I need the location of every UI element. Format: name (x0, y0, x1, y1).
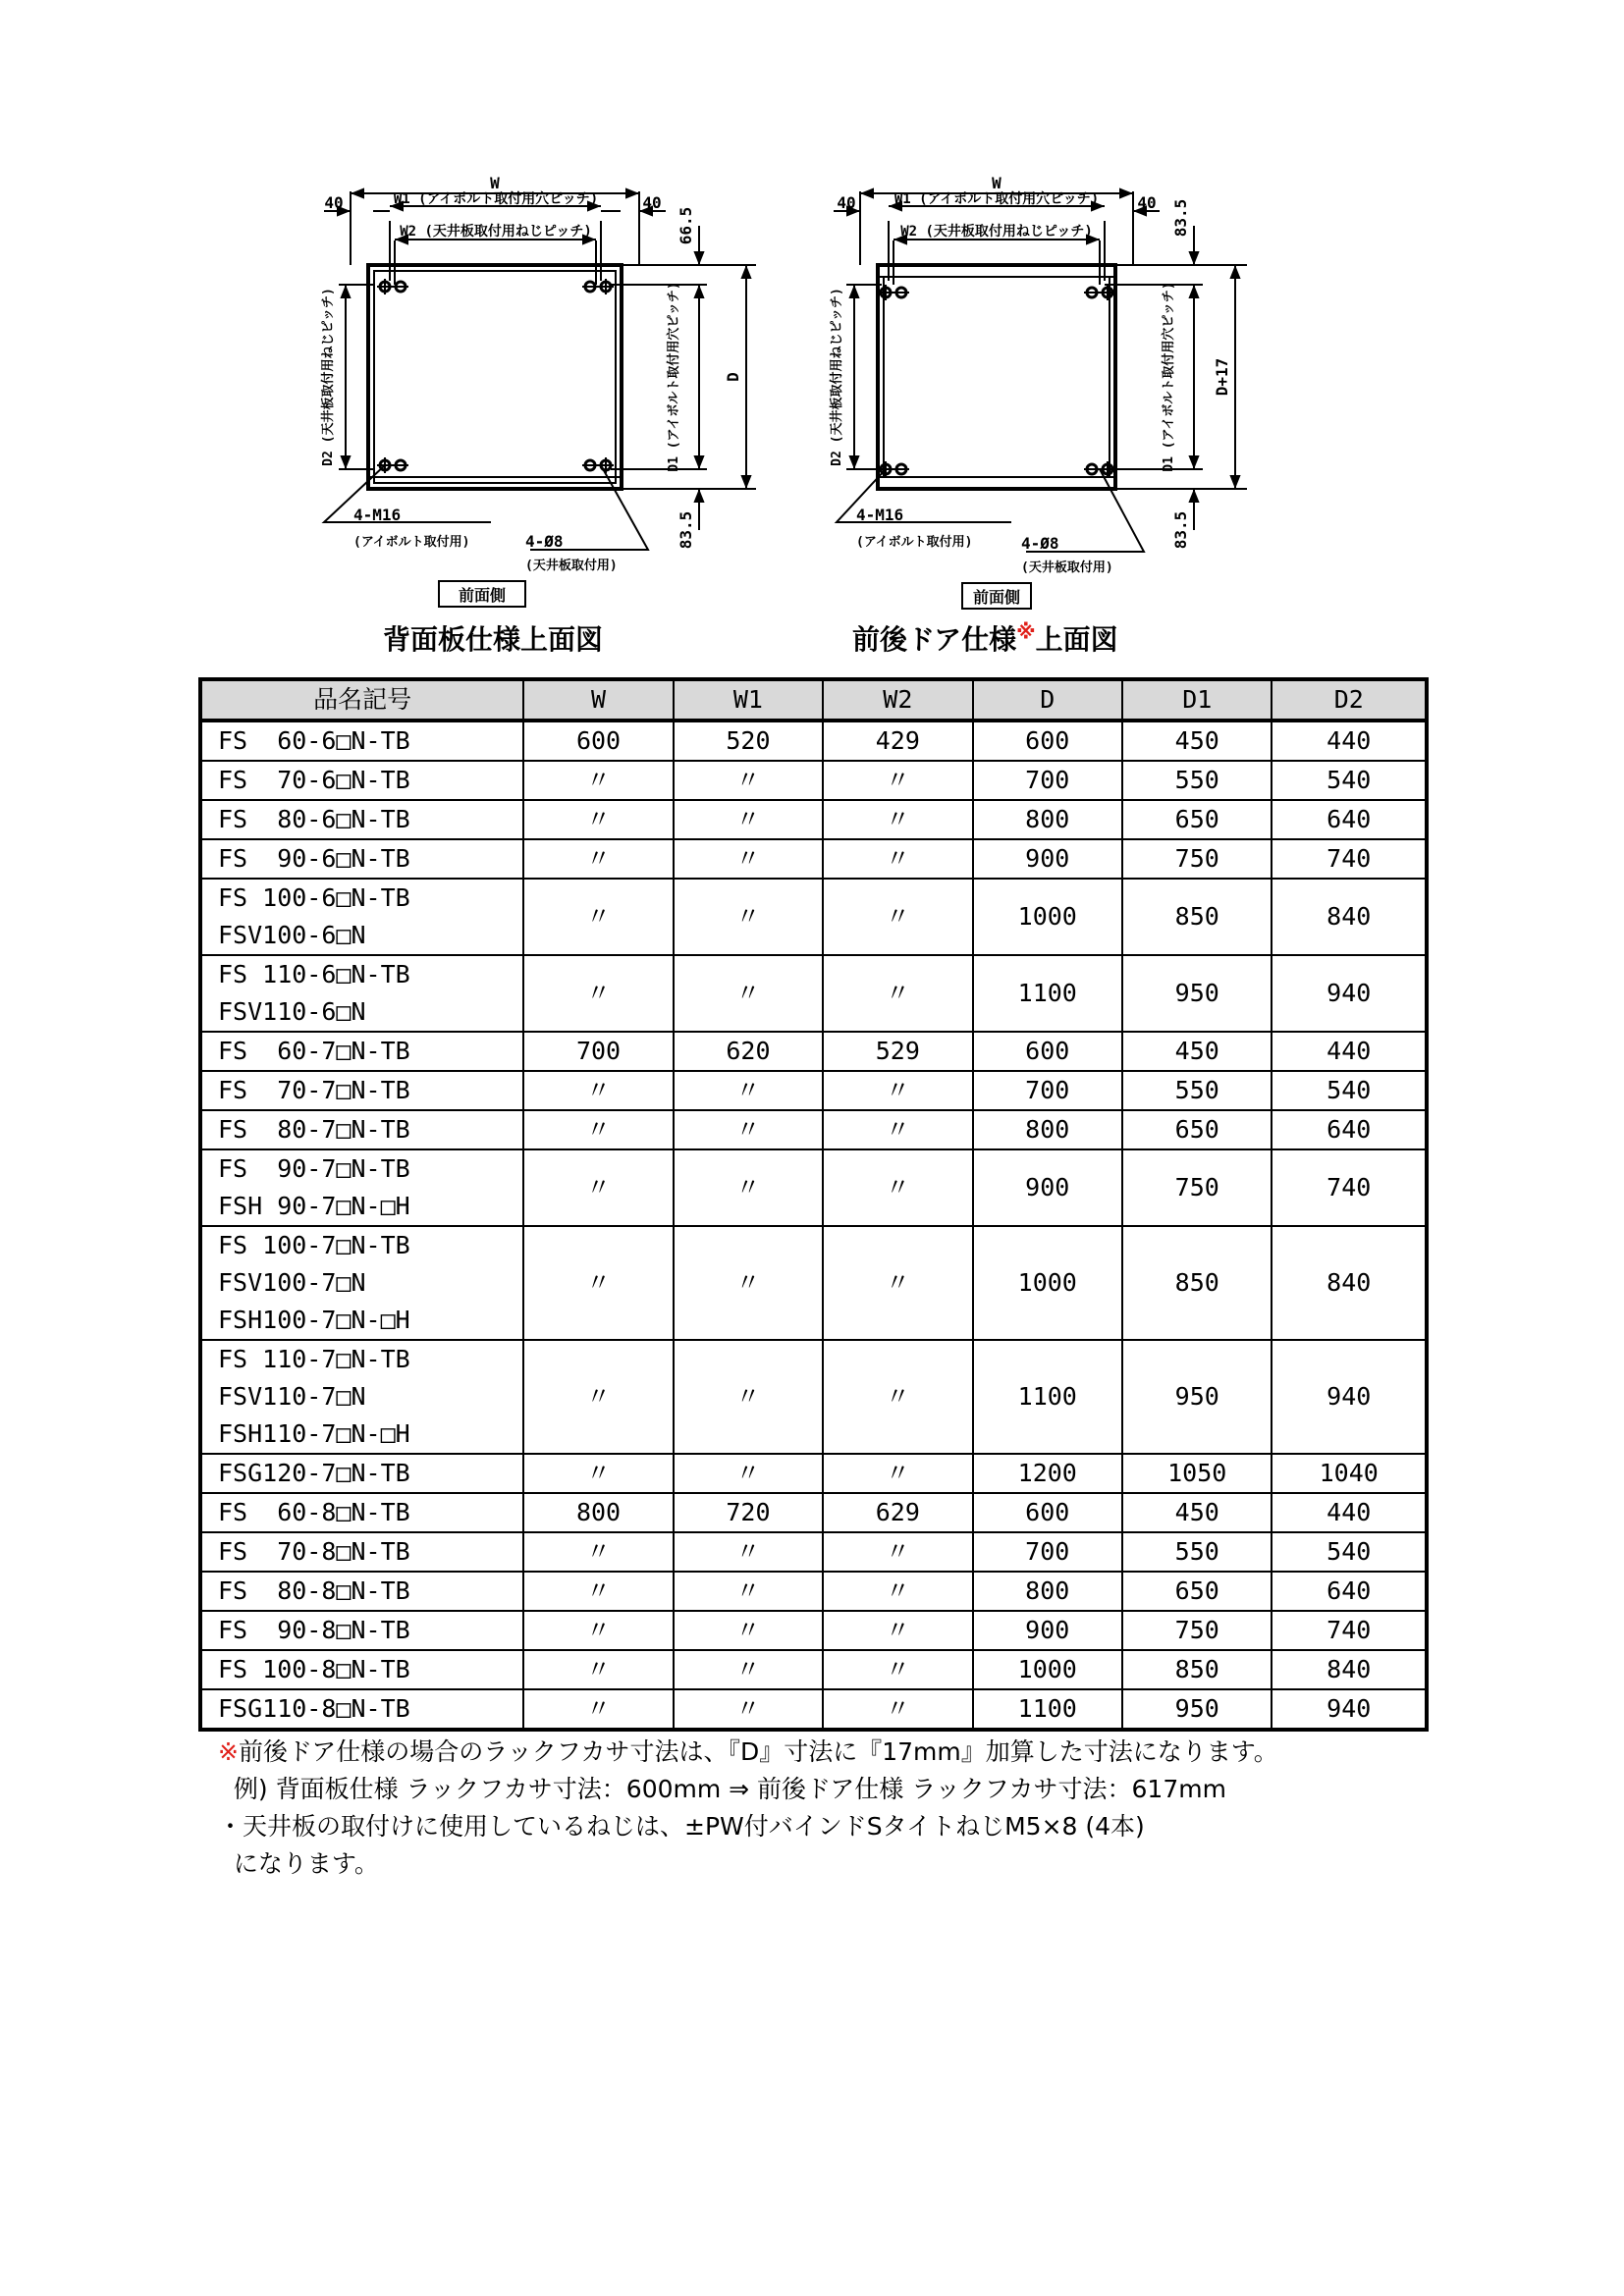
table-cell: 540 (1272, 1071, 1427, 1110)
table-cell: 〃 (823, 1226, 972, 1340)
model-name: FS 90-7□N-TB (218, 1154, 410, 1183)
table-cell: 〃 (674, 1689, 823, 1730)
model-name: FSH110-7□N-□H (218, 1419, 410, 1448)
dim-40-left: 40 (324, 193, 344, 212)
model-name: FSH100-7□N-□H (218, 1306, 410, 1334)
table-cell: 600 (973, 1032, 1122, 1071)
table-cell: 429 (823, 721, 972, 761)
model-name-cell (200, 1071, 523, 1110)
model-name-cell (200, 1689, 523, 1730)
table-cell: 640 (1272, 1110, 1427, 1149)
model-name-cell (200, 879, 523, 955)
model-name: FS 110-6□N-TB (218, 960, 410, 988)
table-cell: 〃 (674, 839, 823, 879)
column-header: W2 (823, 679, 972, 721)
m16-note: (アイボルト取付用) (856, 535, 973, 550)
column-header: 品名記号 (200, 679, 523, 721)
table-cell: 650 (1122, 1110, 1272, 1149)
note-line-4: になります。 (218, 1849, 379, 1878)
table-cell: 700 (523, 1032, 673, 1071)
table-cell: 〃 (823, 1149, 972, 1226)
table-row (200, 955, 1427, 1032)
model-name-cell (200, 761, 523, 800)
m16-label: 4-M16 (856, 506, 904, 524)
caption-main: 前後ドア仕様 (852, 623, 1017, 656)
model-name-cell (200, 1572, 523, 1611)
model-name-cell (200, 1226, 523, 1340)
table-row (200, 1689, 1427, 1730)
table-cell: 〃 (674, 1071, 823, 1110)
dim-d2: D2 (天井板取付用ねじピッチ) (830, 288, 844, 466)
table-row (200, 1149, 1427, 1226)
table-row (200, 839, 1427, 879)
model-name: FS 100-8□N-TB (218, 1655, 410, 1683)
table-cell: 940 (1272, 955, 1427, 1032)
front-rear-door-caption (852, 618, 1118, 658)
dim-w2: W2 (天井板取付用ねじピッチ) (900, 224, 1093, 240)
dim-w: W (992, 174, 1001, 192)
dim-top-offset: 66.5 (677, 206, 695, 245)
table-cell: 〃 (674, 1110, 823, 1149)
column-header: W1 (674, 679, 823, 721)
dim-40-right: 40 (1137, 193, 1157, 212)
table-cell: 1100 (973, 1689, 1122, 1730)
table-cell: 840 (1272, 1226, 1427, 1340)
dim-40-right: 40 (642, 193, 662, 212)
table-row (200, 1611, 1427, 1650)
dim-bottom-offset: 83.5 (1171, 510, 1190, 550)
table-cell: 940 (1272, 1340, 1427, 1454)
model-name-cell (200, 1532, 523, 1572)
table-row (200, 1032, 1427, 1071)
caption-mark: ※ (1016, 619, 1036, 644)
table-cell: 740 (1272, 1611, 1427, 1650)
spec-table (198, 677, 1429, 1732)
model-name: FS 80-6□N-TB (218, 805, 410, 833)
front-side-label: 前面側 (458, 586, 507, 605)
cabinet-inner (884, 277, 1110, 477)
dim-w1: W1 (アイボルト取付用穴ピッチ) (893, 191, 1100, 207)
top-view-drawings (0, 0, 1624, 648)
table-cell: 〃 (523, 1149, 673, 1226)
table-row (200, 879, 1427, 955)
table-cell: 〃 (823, 1532, 972, 1572)
table-cell: 〃 (523, 1110, 673, 1149)
table-cell: 〃 (823, 1572, 972, 1611)
table-cell: 〃 (823, 1689, 972, 1730)
dim-d-plus-17: D+17 (1213, 357, 1231, 397)
model-name-cell (200, 839, 523, 879)
table-cell: 〃 (674, 800, 823, 839)
table-cell: 900 (973, 1149, 1122, 1226)
column-header: D1 (1122, 679, 1272, 721)
table-cell: 840 (1272, 1650, 1427, 1689)
table-cell: 440 (1272, 721, 1427, 761)
model-name: FS 70-6□N-TB (218, 766, 410, 794)
dim-w1: W1 (アイボルト取付用穴ピッチ) (393, 191, 599, 207)
table-cell: 〃 (823, 1650, 972, 1689)
table-cell: 640 (1272, 800, 1427, 839)
model-name-cell (200, 1110, 523, 1149)
table-cell: 1200 (973, 1454, 1122, 1493)
model-name: FS 60-8□N-TB (218, 1498, 410, 1526)
table-cell: 750 (1122, 1611, 1272, 1650)
model-name-cell (200, 955, 523, 1032)
model-name: FSV100-7□N (218, 1268, 366, 1297)
table-row (200, 721, 1427, 761)
cabinet-inner (374, 271, 616, 483)
table-header-row (200, 679, 1427, 721)
table-cell: 600 (973, 1493, 1122, 1532)
table-cell: 1000 (973, 1650, 1122, 1689)
table-cell: 〃 (823, 955, 972, 1032)
table-cell: 〃 (674, 1340, 823, 1454)
table-row (200, 1650, 1427, 1689)
dim-w: W (490, 174, 500, 192)
dim-d1: D1 (アイボルト取付用穴ピッチ) (667, 282, 681, 472)
model-name: FS 110-7□N-TB (218, 1345, 410, 1373)
column-header: D (973, 679, 1122, 721)
rear-panel-diagram-labels (320, 174, 742, 605)
table-cell: 840 (1272, 879, 1427, 955)
table-cell: 700 (973, 1532, 1122, 1572)
table-cell: 850 (1122, 1650, 1272, 1689)
model-name: FSV100-6□N (218, 921, 366, 949)
note-mark: ※ (218, 1737, 239, 1766)
table-cell: 〃 (823, 1071, 972, 1110)
table-cell: 740 (1272, 839, 1427, 879)
table-cell: 〃 (823, 879, 972, 955)
model-name-cell (200, 1032, 523, 1071)
table-cell: 〃 (674, 1572, 823, 1611)
table-cell: 950 (1122, 1689, 1272, 1730)
model-name: FS 90-6□N-TB (218, 844, 410, 873)
model-name-cell (200, 1493, 523, 1532)
table-cell: 〃 (823, 839, 972, 879)
model-name-cell (200, 1454, 523, 1493)
table-cell: 〃 (523, 800, 673, 839)
dim-d1: D1 (アイボルト取付用穴ピッチ) (1162, 282, 1176, 472)
table-cell: 〃 (523, 1226, 673, 1340)
model-name: FS 70-7□N-TB (218, 1076, 410, 1104)
table-cell: 〃 (523, 839, 673, 879)
table-cell: 〃 (823, 1110, 972, 1149)
cabinet-outline (878, 265, 1115, 489)
note-line-3: ・天井板の取付けに使用しているねじは、±PW付バインドSタイトねじM5×8 (4本) (218, 1812, 1145, 1841)
table-cell: 700 (973, 761, 1122, 800)
model-name: FSH 90-7□N-□H (218, 1192, 410, 1220)
caption-tail: 上面図 (1035, 623, 1118, 656)
note-line-2: 例) 背面板仕様 ラックフカサ寸法：600mm ⇒ 前後ドア仕様 ラックフカサ寸法：617mm (218, 1775, 1226, 1803)
table-row (200, 800, 1427, 839)
table-cell: 520 (674, 721, 823, 761)
table-cell: 450 (1122, 1493, 1272, 1532)
table-cell: 〃 (674, 1532, 823, 1572)
dim-w2: W2 (天井板取付用ねじピッチ) (400, 224, 592, 240)
table-row (200, 1493, 1427, 1532)
table-cell: 850 (1122, 1226, 1272, 1340)
table-cell: 1040 (1272, 1454, 1427, 1493)
model-name: FS 80-7□N-TB (218, 1115, 410, 1144)
table-cell: 900 (973, 839, 1122, 879)
table-row (200, 1226, 1427, 1340)
model-name: FS 80-8□N-TB (218, 1576, 410, 1605)
table-cell: 550 (1122, 1532, 1272, 1572)
table-cell: 〃 (523, 1454, 673, 1493)
table-cell: 700 (973, 1071, 1122, 1110)
table-cell: 〃 (523, 955, 673, 1032)
model-name-cell (200, 800, 523, 839)
table-row (200, 1454, 1427, 1493)
table-cell: 〃 (674, 1149, 823, 1226)
table-cell: 〃 (823, 761, 972, 800)
table-cell: 540 (1272, 761, 1427, 800)
table-cell: 740 (1272, 1149, 1427, 1226)
table-cell: 550 (1122, 761, 1272, 800)
table-cell: 〃 (523, 1689, 673, 1730)
front-side-label: 前面側 (972, 588, 1021, 607)
dim-40-left: 40 (837, 193, 856, 212)
table-cell: 〃 (674, 1454, 823, 1493)
table-cell: 620 (674, 1032, 823, 1071)
phi8-note: (天井板取付用) (1021, 561, 1113, 575)
table-cell: 750 (1122, 1149, 1272, 1226)
table-row (200, 1071, 1427, 1110)
table-cell: 〃 (523, 1532, 673, 1572)
dim-d: D (724, 372, 742, 382)
table-cell: 〃 (823, 1340, 972, 1454)
table-cell: 600 (973, 721, 1122, 761)
table-cell: 〃 (823, 1454, 972, 1493)
table-cell: 1000 (973, 879, 1122, 955)
table-cell: 529 (823, 1032, 972, 1071)
notes (218, 1734, 1278, 1883)
table-cell: 600 (523, 721, 673, 761)
table-cell: 900 (973, 1611, 1122, 1650)
table-cell: 940 (1272, 1689, 1427, 1730)
phi8-label: 4-Ø8 (1021, 534, 1059, 553)
model-name: FS 70-8□N-TB (218, 1537, 410, 1566)
model-name: FS 100-7□N-TB (218, 1231, 410, 1259)
note-line-1: 前後ドア仕様の場合のラックフカサ寸法は、『D』寸法に『17mm』加算した寸法になります。 (238, 1737, 1278, 1766)
model-name: FS 60-6□N-TB (218, 726, 410, 755)
model-name-cell (200, 1650, 523, 1689)
rear-panel-caption: 背面板仕様上面図 (383, 623, 604, 656)
model-name: FSG110-8□N-TB (218, 1694, 410, 1723)
model-name: FSV110-7□N (218, 1382, 366, 1411)
cabinet-outline (368, 265, 622, 489)
table-cell: 629 (823, 1493, 972, 1532)
table-cell: 〃 (674, 1650, 823, 1689)
table-row (200, 1110, 1427, 1149)
table-cell: 〃 (523, 1071, 673, 1110)
table-cell: 950 (1122, 1340, 1272, 1454)
model-name-cell (200, 1149, 523, 1226)
column-header: D2 (1272, 679, 1427, 721)
model-name: FSG120-7□N-TB (218, 1459, 410, 1487)
table-cell: 〃 (674, 1611, 823, 1650)
table-cell: 〃 (523, 1340, 673, 1454)
table-cell: 〃 (674, 1226, 823, 1340)
table-cell: 800 (973, 800, 1122, 839)
dim-top-offset: 83.5 (1171, 198, 1190, 238)
model-name-cell (200, 1611, 523, 1650)
table-cell: 〃 (823, 800, 972, 839)
table-cell: 450 (1122, 721, 1272, 761)
table-cell: 650 (1122, 1572, 1272, 1611)
table-cell: 950 (1122, 955, 1272, 1032)
table-cell: 800 (973, 1572, 1122, 1611)
table-cell: 450 (1122, 1032, 1272, 1071)
table-cell: 〃 (674, 761, 823, 800)
model-name: FS 100-6□N-TB (218, 883, 410, 912)
table-cell: 〃 (523, 761, 673, 800)
table-cell: 550 (1122, 1071, 1272, 1110)
table-cell: 750 (1122, 839, 1272, 879)
table-row (200, 1572, 1427, 1611)
table-cell: 〃 (523, 1611, 673, 1650)
column-header: W (523, 679, 673, 721)
m16-label: 4-M16 (353, 506, 402, 524)
table-row (200, 1340, 1427, 1454)
table-cell: 〃 (523, 1650, 673, 1689)
model-name-cell (200, 1340, 523, 1454)
table-cell: 640 (1272, 1572, 1427, 1611)
table-cell: 〃 (523, 879, 673, 955)
table-cell: 〃 (674, 955, 823, 1032)
table-cell: 〃 (523, 1572, 673, 1611)
model-name: FSV110-6□N (218, 997, 366, 1026)
table-cell: 540 (1272, 1532, 1427, 1572)
table-cell: 〃 (823, 1611, 972, 1650)
table-cell: 1000 (973, 1226, 1122, 1340)
table-cell: 440 (1272, 1493, 1427, 1532)
table-row (200, 761, 1427, 800)
dim-d2: D2 (天井板取付用ねじピッチ) (321, 288, 336, 466)
table-cell: 720 (674, 1493, 823, 1532)
table-row (200, 1532, 1427, 1572)
table-cell: 650 (1122, 800, 1272, 839)
table-cell: 440 (1272, 1032, 1427, 1071)
table-cell: 850 (1122, 879, 1272, 955)
table-cell: 1100 (973, 955, 1122, 1032)
table-cell: 〃 (674, 879, 823, 955)
model-name: FS 60-7□N-TB (218, 1037, 410, 1065)
table-cell: 1050 (1122, 1454, 1272, 1493)
m16-note: (アイボルト取付用) (353, 535, 470, 550)
table-cell: 1100 (973, 1340, 1122, 1454)
model-name: FS 90-8□N-TB (218, 1616, 410, 1644)
model-name-cell (200, 721, 523, 761)
table-cell: 800 (523, 1493, 673, 1532)
table-cell: 800 (973, 1110, 1122, 1149)
phi8-label: 4-Ø8 (525, 532, 564, 551)
dim-bottom-offset: 83.5 (677, 510, 695, 550)
phi8-note: (天井板取付用) (525, 559, 618, 573)
